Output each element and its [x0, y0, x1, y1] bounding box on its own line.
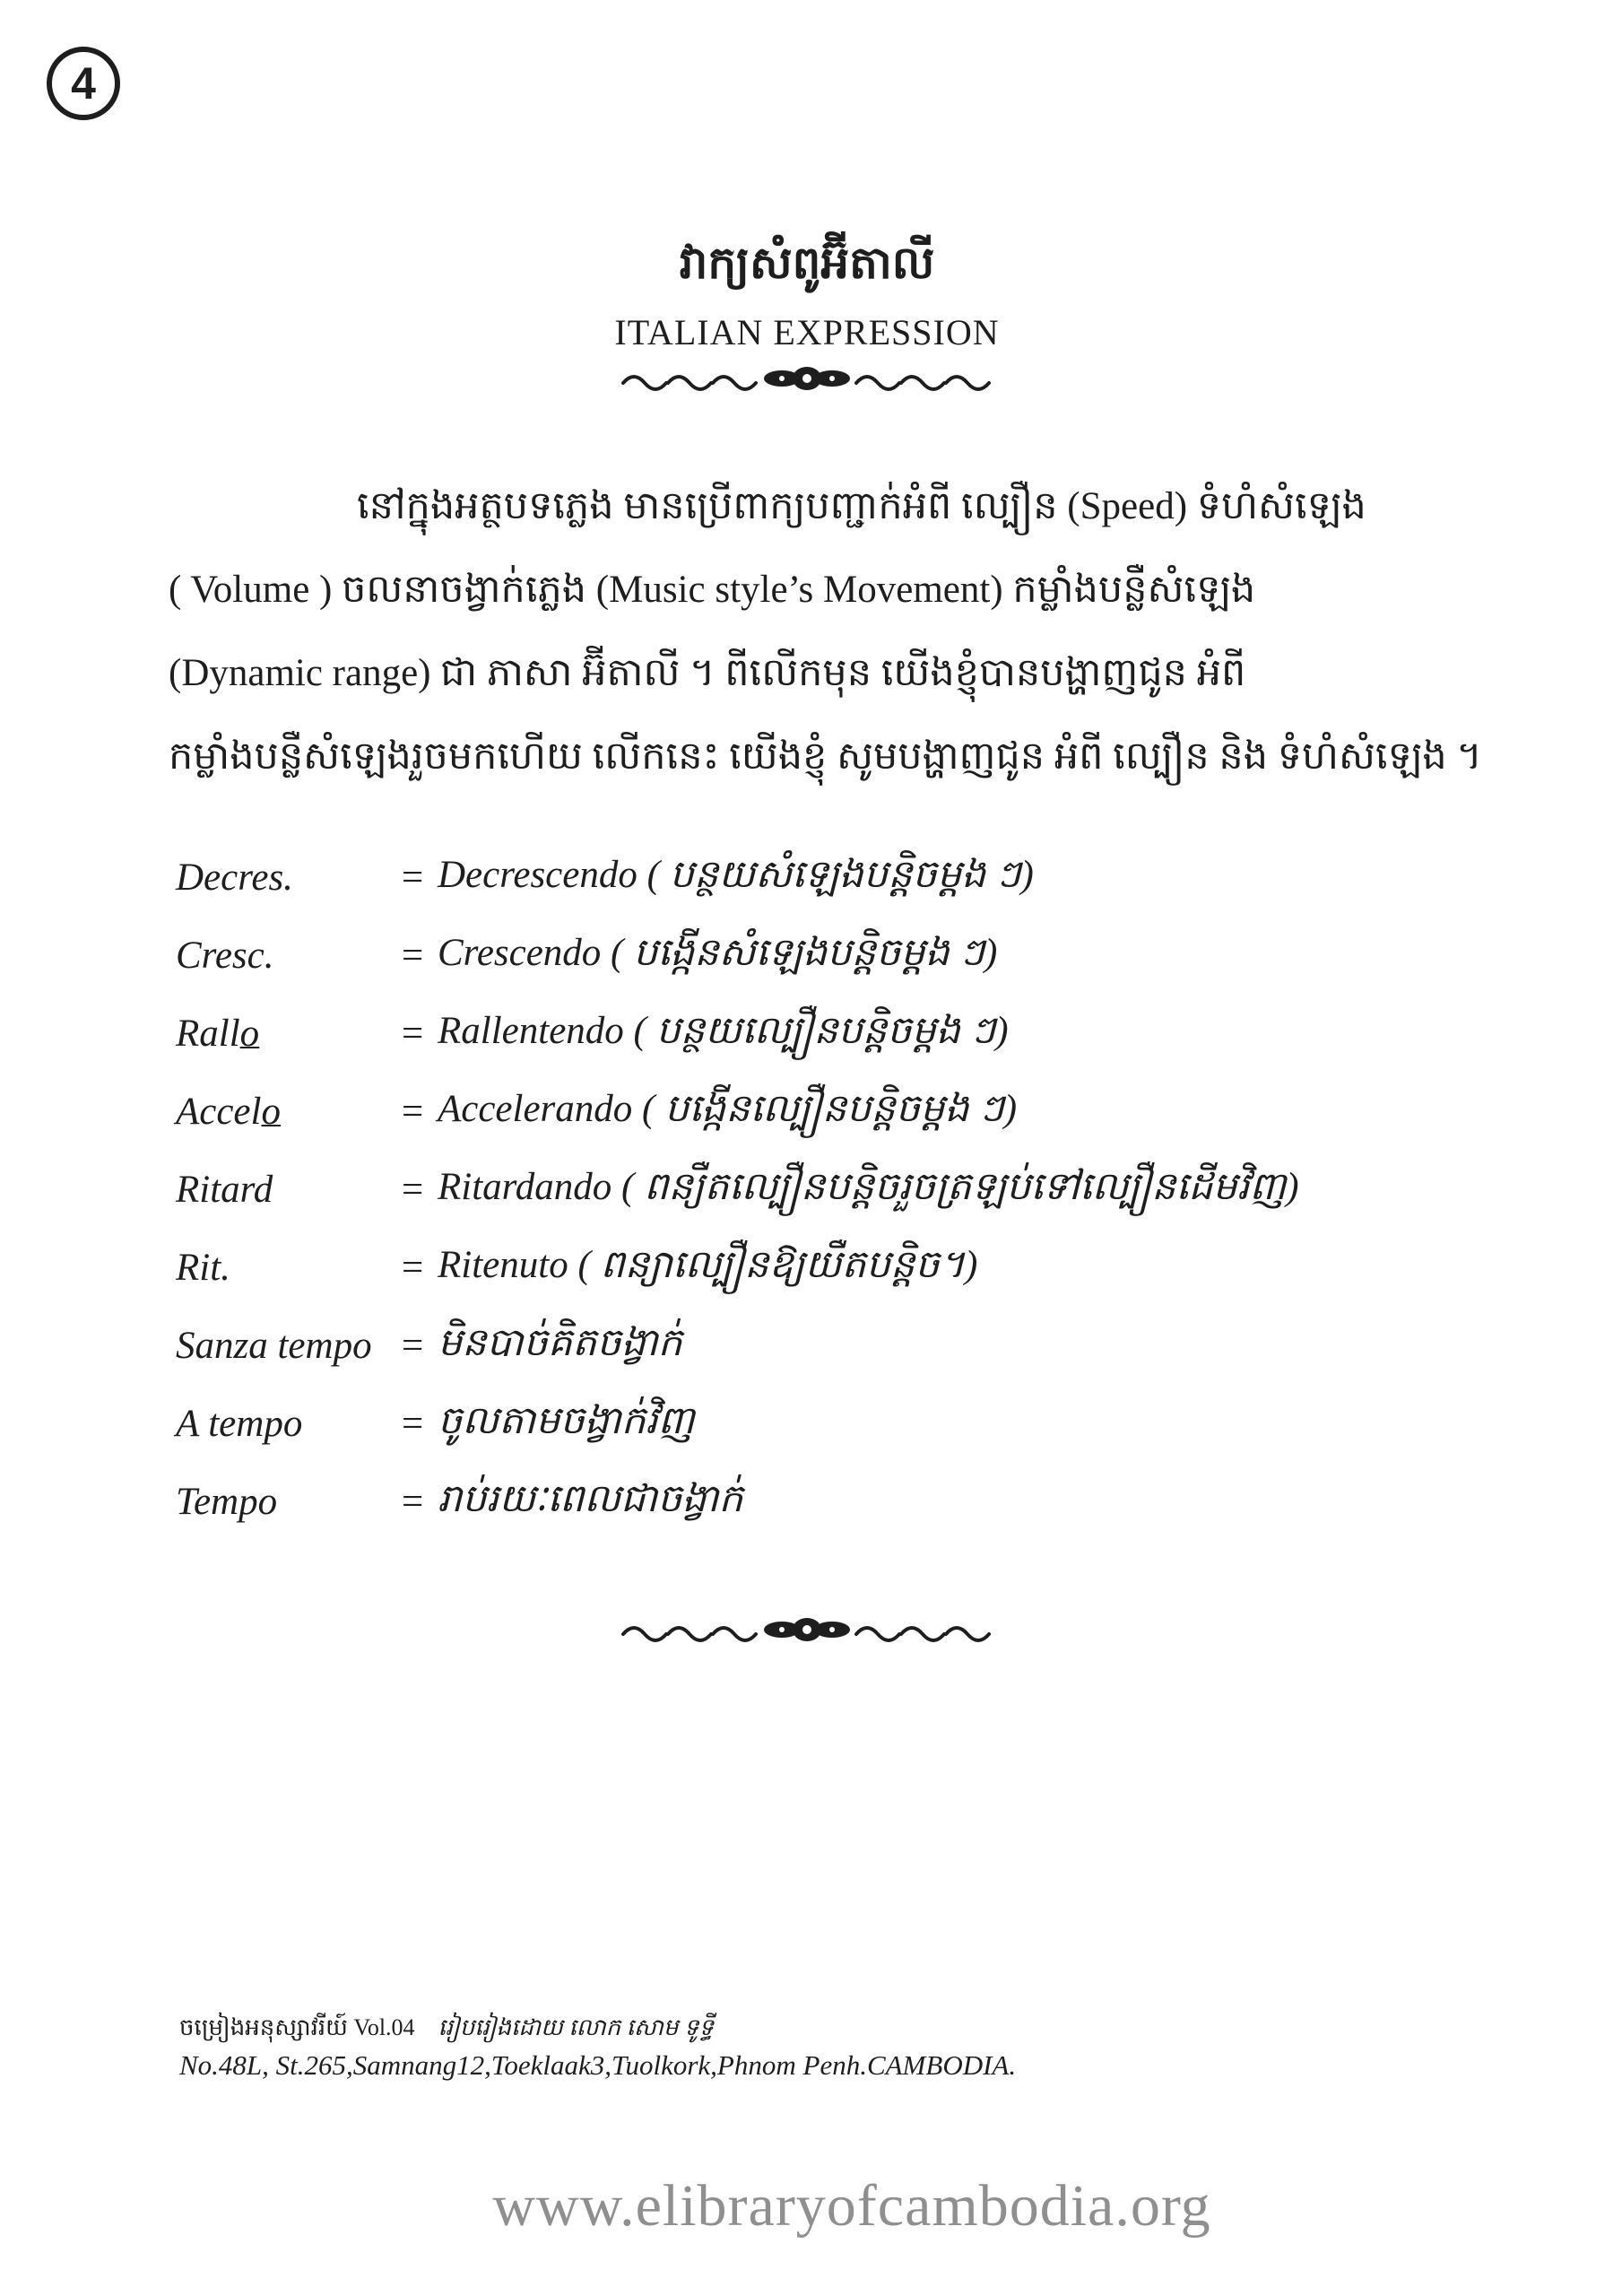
term-equals: = — [402, 1481, 424, 1523]
footer-volume: Vol.04 — [353, 2014, 415, 2040]
term-abbreviation: Rit. — [176, 1247, 230, 1289]
term-abbreviation-main: Rall — [176, 1013, 240, 1055]
footer-line-series — [179, 2009, 1345, 2047]
term-row — [176, 1073, 1467, 1151]
term-abbreviation — [176, 1012, 402, 1056]
term-row — [176, 1151, 1467, 1229]
intro-paragraph — [169, 465, 1482, 798]
term-equals: = — [402, 1325, 424, 1367]
page-number-badge — [47, 47, 120, 120]
title-english: ITALIAN EXPRESSION — [614, 312, 1000, 352]
term-definition: Ritenuto ( ពន្យាល្បឿនឱ្យយឺតបន្តិច។) — [438, 1244, 978, 1286]
intro-line: កម្លាំងបន្លឺសំឡេងរួចមកហើយ លើកនេះ យើងខ្ញុំ សូមបង្ហាញជូន អំពី ល្បឿន និង ទំហំសំឡេង ។ — [169, 735, 1482, 778]
terms-list — [176, 839, 1467, 1541]
term-row — [176, 917, 1467, 995]
footer — [179, 2009, 1345, 2084]
term-equals: = — [402, 1169, 424, 1211]
term-abbreviation: A tempo — [176, 1403, 303, 1445]
term-definition: Crescendo ( បង្កើនសំឡេងបន្តិចម្តង ៗ) — [438, 932, 998, 974]
term-definition: Accelerando ( បង្កើនល្បឿនបន្តិចម្តង ៗ) — [438, 1088, 1018, 1130]
term-abbreviation: Ritard — [176, 1169, 273, 1211]
term-equals: = — [402, 1403, 424, 1445]
term-abbreviation-underlined: o — [239, 1013, 260, 1055]
term-row — [176, 839, 1467, 917]
term-row — [176, 1385, 1467, 1463]
term-definition: Ritardando ( ពន្យឺតល្បឿនបន្តិចរួចត្រឡប់ទៅល្បឿនដើមវិញ) — [438, 1166, 1299, 1208]
term-equals: = — [402, 1013, 424, 1055]
floral-divider-ornament-icon — [619, 1614, 995, 1645]
term-row — [176, 1307, 1467, 1385]
term-definition: រាប់រយៈពេលជាចង្វាក់ — [438, 1478, 743, 1520]
term-equals: = — [402, 1247, 424, 1289]
footer-address: No.48L, St.265,Samnang12,Toeklaak3,Tuolkork,Phnom Penh.CAMBODIA. — [179, 2049, 1017, 2081]
footer-compiled-by: រៀបរៀងដោយ លោក សោម ទូទ្ធី — [438, 2014, 714, 2040]
term-equals: = — [402, 935, 424, 977]
term-abbreviation: Sanza tempo — [176, 1325, 372, 1367]
term-abbreviation: Tempo — [176, 1481, 278, 1523]
intro-line: ( Volume ) ចលនាចង្វាក់ភ្លេង (Music style’s Movement) កម្លាំងបន្លឺសំឡេង — [169, 569, 1256, 611]
term-row — [176, 1229, 1467, 1307]
term-definition: Decrescendo ( បន្ថយសំឡេងបន្តិចម្តង ៗ) — [438, 854, 1034, 896]
floral-divider-ornament-icon — [619, 363, 995, 394]
term-definition: មិនបាច់គិតចង្វាក់ — [438, 1322, 682, 1364]
term-equals: = — [402, 857, 424, 899]
term-equals: = — [402, 1091, 424, 1133]
title-khmer: វាក្យសំពូអ៊ីតាលី — [679, 237, 935, 289]
term-definition: ចូលតាមចង្វាក់វិញ — [438, 1400, 695, 1442]
term-abbreviation — [176, 1090, 402, 1134]
intro-line: នៅក្នុងអត្ថបទភ្លេង មានប្រើពាក្យបញ្ជាក់អំពី ល្បឿន (Speed) ទំហំសំឡេង — [357, 485, 1366, 527]
watermark-url: www.elibraryofcambodia.org — [492, 2173, 1211, 2239]
page-number: 4 — [71, 58, 96, 109]
term-abbreviation-underlined: o — [261, 1091, 281, 1133]
term-definition: Rallentendo ( បន្ថយល្បឿនបន្តិចម្តង ៗ) — [438, 1010, 1009, 1052]
term-abbreviation: Cresc. — [176, 935, 274, 977]
term-row — [176, 995, 1467, 1073]
intro-line: (Dynamic range) ជា ភាសា អ៊ីតាលី ។ ពីលើកមុន យើងខ្ញុំបានបង្ហាញជូន អំពី — [169, 652, 1246, 694]
term-abbreviation: Decres. — [176, 857, 293, 899]
term-abbreviation-main: Accel — [176, 1091, 262, 1133]
term-row — [176, 1463, 1467, 1541]
footer-series-khmer: ចម្រៀងអនុស្សាវរីយ៍ — [179, 2014, 348, 2040]
